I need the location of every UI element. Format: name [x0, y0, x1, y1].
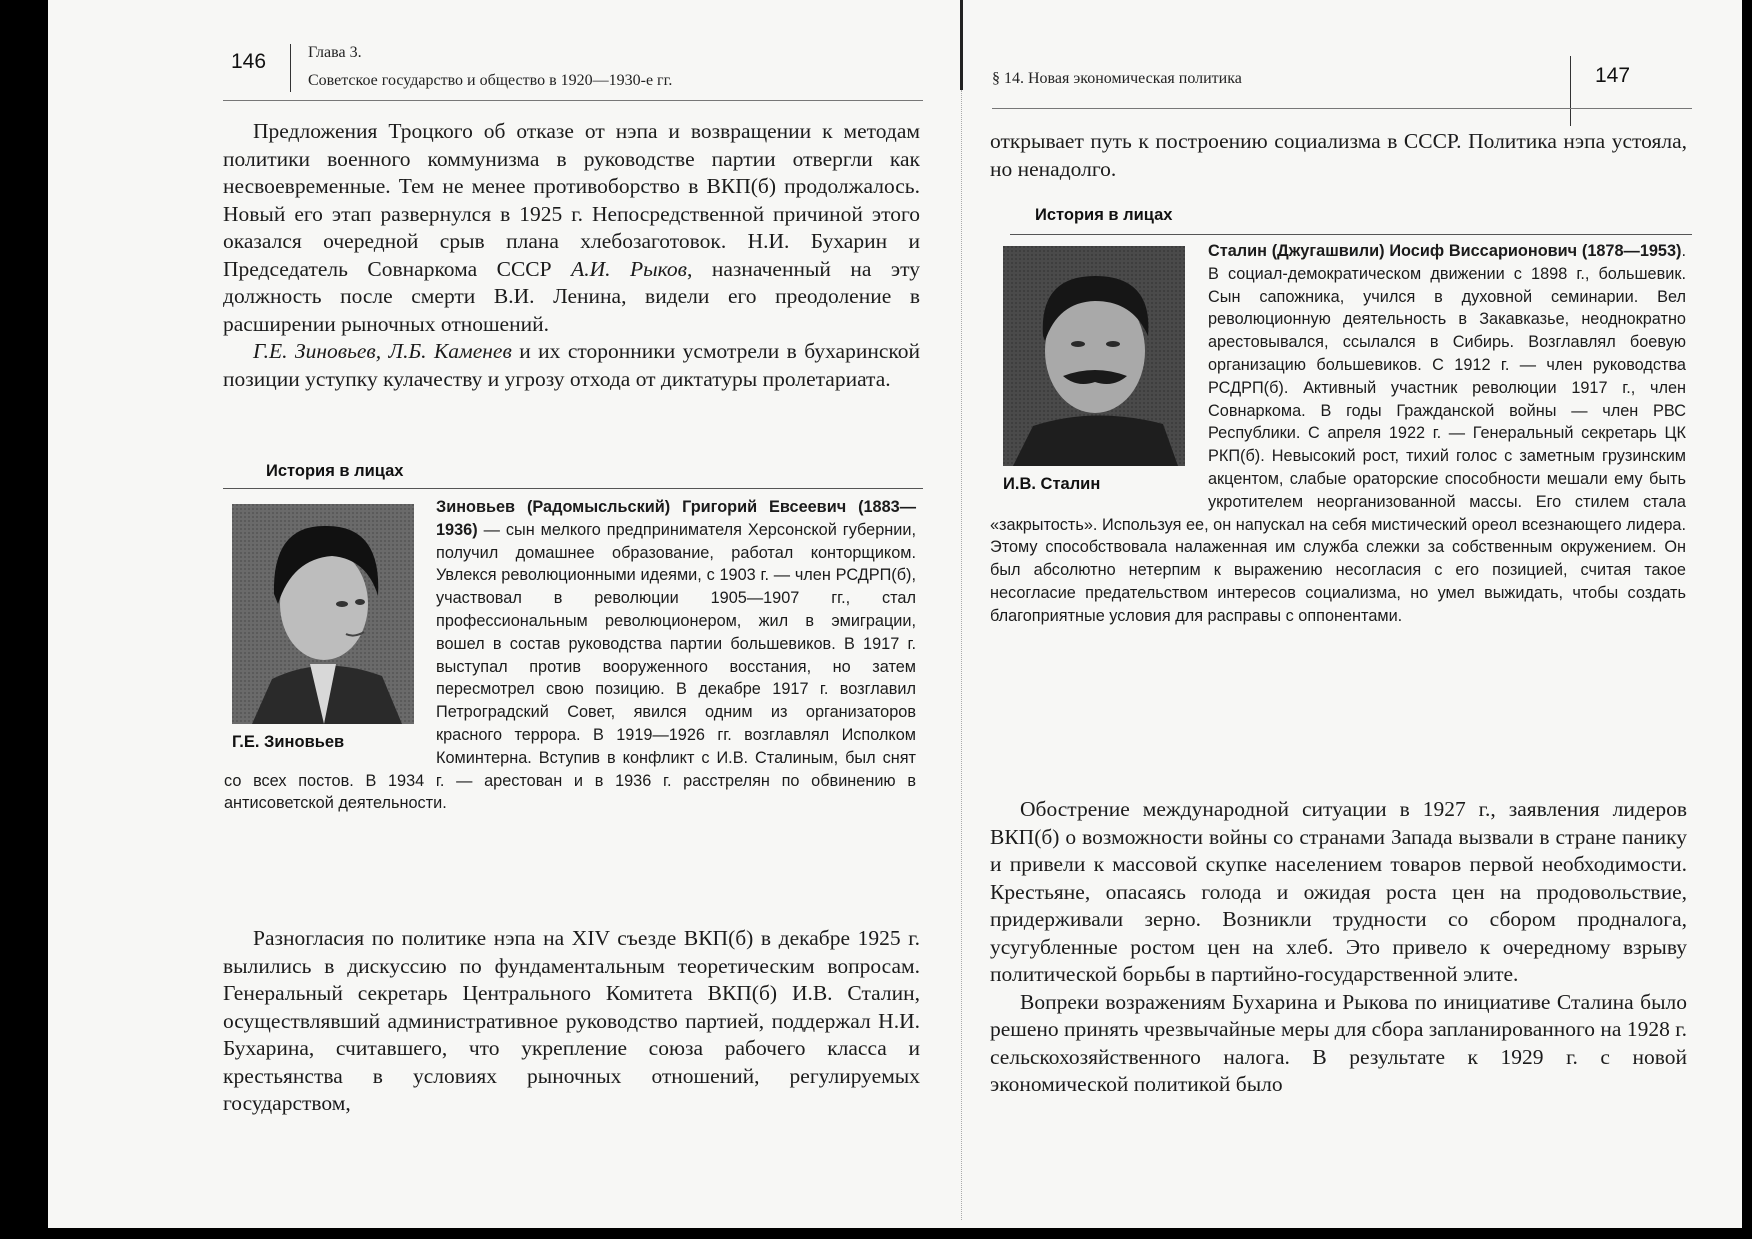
history-section-title: История в лицах — [266, 462, 404, 480]
left-header-rule — [223, 100, 923, 101]
paragraph: Г.Е. Зиновьев, Л.Б. Каменев и их сторонники усмотрели в бухаринской позиции уступку кулачеству и угрозу отхода от диктатуры пролетариата. — [223, 339, 921, 391]
left-header-title: Советское государство и общество в 1920—1930-е гг. — [308, 72, 673, 89]
right-header-divider — [1570, 56, 1571, 126]
book-spread — [48, 0, 1742, 1228]
left-top-text — [223, 118, 920, 393]
gutter-fold — [961, 90, 963, 1220]
right-page-number: 147 — [1595, 64, 1631, 87]
paragraph: Разногласия по политике нэпа на XIV съезде ВКП(б) в декабре 1925 г. вылились в дискуссию по фундаментальным теоретическим вопросам. Генеральный секретарь Центрального Комитета ВКП(б) И.В. Сталин, осуществлявший административное руководство партией, поддержал Н.И. Бухарина, считавшего, что укрепление союза рабочего класса и крестьянства в условиях рыночных отношений, регулируемых государством, — [223, 926, 920, 1115]
left-header-chapter: Глава 3. — [308, 44, 362, 61]
history-section-title-right: История в лицах — [1035, 206, 1173, 224]
photo-float-spacer — [990, 240, 1208, 502]
left-bottom-text — [223, 925, 920, 1118]
paragraph: Предложения Троцкого об отказе от нэпа и возвращении к методам политики военного коммунизма в руководстве партии отвергли как несвоевременные. Тем не менее противоборство в ВКП(б) продолжалось. Новый его этап развернулся в 1925 г. Непосредственной причиной этого оказался очередной срыв плана хлебозаготовок. Н.И. Бухарин и Председатель Совнаркома СССР А.И. Рыков, назначенный на эту должность после смерти В.И. Ленина, видели его преодоление в расширении рыночных отношений. — [223, 119, 920, 336]
left-header-divider — [290, 44, 291, 92]
right-header-title: § 14. Новая экономическая политика — [992, 70, 1242, 87]
left-page-number: 146 — [231, 50, 267, 73]
right-top-text — [990, 128, 1687, 183]
stalin-caption: И.В. Сталин — [1003, 475, 1101, 493]
scan-border — [0, 0, 48, 1239]
paragraph: открывает путь к построению социализма в СССР. Политика нэпа устояла, но ненадолго. — [990, 129, 1687, 181]
photo-float-spacer — [224, 496, 436, 764]
right-bottom-text — [990, 796, 1687, 1099]
history-rule-right — [1010, 234, 1692, 235]
history-rule — [223, 488, 923, 489]
right-header-rule — [992, 108, 1692, 109]
stalin-bio: Сталин (Джугашвили) Иосиф Виссарионович (1878—1953). В социал-демократическом движении с 1898 г., большевик. Сын сапожника, учился в духовной семинарии. Вел революционную деятельность в Закавказье, неоднократно арестовывался, ссылался в Сибирь. Возглавлял боевую организацию большевиков. С 1912 г. — член руководства РСДРП(б). Активный участник революции 1917 г., член Совнаркома. В годы Гражданской войны — член РВС Республики. С апреля 1922 г. — Генеральный секретарь ЦК РКП(б). Невысокий рост, тихий голос с заметным грузинским акцентом, слабые ораторские способности мешали ему быть укротителем неорганизованной массы. Его стилем стала «закрытость». Используя ее, он напускал на себя мистический ореол всезнающего лидера. Этому способствовала налаженная им служба слежки за собственным окружением. Он был абсолютно нетерпим к выражению несогласия с его позицией, считая такое несогласие предательством интересов социализма, но умел выжидать, чтобы создать благоприятные условия для расправы с оппонентами. — [990, 242, 1686, 625]
gutter-line — [960, 0, 963, 90]
zinoviev-bio: Зиновьев (Радомысльский) Григорий Евсеевич (1883—1936) — сын мелкого предпринимателя Херсонской губернии, получил домашнее образование, работал конторщиком. Увлекся революционными идеями, с 1903 г. — член РСДРП(б), участвовал в революции 1905—1907 гг., стал профессиональным революционером, жил в эмиграции, вошел в состав руководства партии большевиков. В 1917 г. выступал против вооруженного восстания, но затем пересмотрел свою позицию. В декабре 1917 г. возглавил Петроградский Совет, явился одним из организаторов красного террора. В 1919—1926 гг. возглавлял Исполком Коминтерна. Вступив в конфликт с И.В. Сталиным, был снят со всех постов. В 1934 г. — арестован и в 1936 г. расстрелян по обвинению в антисоветской деятельности. — [224, 498, 916, 813]
paragraph: Обострение международной ситуации в 1927 г., заявления лидеров ВКП(б) о возможности войны со странами Запада вызвали в стране панику и привели к массовой скупке населением товаров первой необходимости. Крестьяне, опасаясь голода и ожидая роста цен на продовольствие, придерживали зерно. Возникли трудности со сбором продналога, усугубленные ростом цен на хлеб. Это привело к очередному взрыву политической борьбы в партийно-государственной элите. — [990, 797, 1687, 986]
paragraph: Вопреки возражениям Бухарина и Рыкова по инициативе Сталина было решено принять чрезвычайные меры для сбора запланированного на 1928 г. сельскохозяйственного налога. В результате к 1929 г. с новой экономической политикой было — [990, 989, 1687, 1096]
zinoviev-caption: Г.Е. Зиновьев — [232, 733, 345, 751]
